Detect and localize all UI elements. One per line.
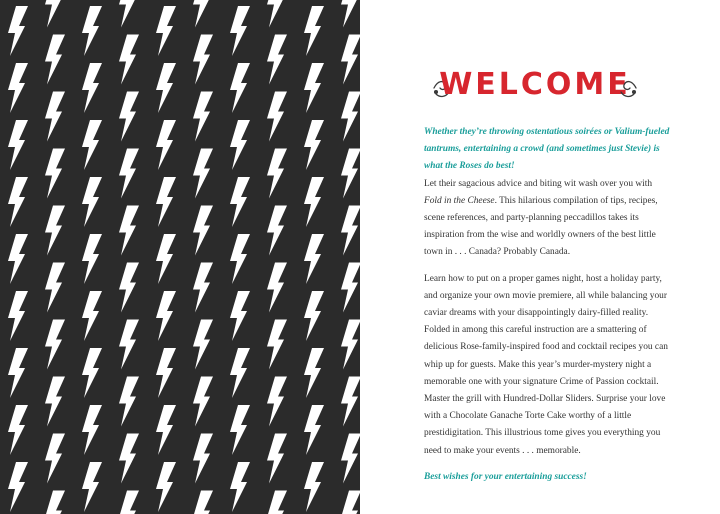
welcome-heading [430, 58, 640, 106]
lightning-bolt-icon [193, 491, 213, 514]
lightning-bolt-icon [341, 206, 360, 256]
lightning-bolt-icon [341, 149, 360, 199]
lightning-bolt-icon [341, 377, 360, 427]
lightning-bolt-icon [156, 462, 176, 512]
intro-text-start: Let their sagacious advice and biting wit wash over you with [424, 178, 653, 189]
lightning-bolt-icon [82, 177, 102, 227]
lightning-bolt-icon [193, 434, 213, 484]
lightning-bolt-icon [341, 35, 360, 85]
lightning-bolt-icon [8, 177, 28, 227]
lightning-bolt-icon [8, 348, 28, 398]
lightning-bolt-icon [267, 206, 287, 256]
lightning-bolt-icon [45, 92, 65, 142]
lightning-bolt-icon [82, 234, 102, 284]
lightning-bolt-icon [230, 234, 250, 284]
lightning-bolt-icon [304, 63, 324, 113]
lightning-bolt-icon [45, 491, 65, 514]
lightning-bolt-icon [341, 92, 360, 142]
lightning-bolt-icon [8, 234, 28, 284]
lightning-bolt-icon [8, 6, 28, 56]
lightning-bolt-icon [82, 405, 102, 455]
lightning-bolt-icon [8, 63, 28, 113]
lightning-bolt-icon [193, 263, 213, 313]
lightning-bolt-icon [82, 462, 102, 512]
welcome-page [360, 0, 720, 514]
lightning-bolt-icon [45, 263, 65, 313]
closing-line: Best wishes for your entertaining success! [424, 471, 587, 482]
lightning-bolt-icon [119, 434, 139, 484]
lead-paragraph: Whether they’re throwing ostentatious soirées or Valium-fueled tantrums, entertaining a crowd (and sometimes just Stevie) is what the Roses do best! [424, 127, 670, 172]
lightning-bolt-icon [267, 92, 287, 142]
lightning-bolt-icon [156, 120, 176, 170]
lightning-bolt-icon [193, 92, 213, 142]
intro-text-end: . This hilarious compilation of tips, recipes, scene references, and party-planning peccadillos takes its inspiration from the wise and worldly owners of the best little town in . . . Canada? Probably Canada. [424, 195, 658, 258]
lightning-bolt-icon [156, 348, 176, 398]
lightning-bolt-icon [341, 263, 360, 313]
lightning-bolt-icon [119, 0, 139, 28]
lightning-bolt-icon [230, 63, 250, 113]
lightning-bolt-icon [193, 206, 213, 256]
lightning-bolt-icon [193, 0, 213, 28]
lightning-bolt-icon [193, 149, 213, 199]
lightning-bolt-icon [8, 291, 28, 341]
lightning-bolt-icon [304, 462, 324, 512]
lightning-bolt-icon [230, 6, 250, 56]
lightning-bolt-icon [304, 120, 324, 170]
lightning-bolt-icon [267, 320, 287, 370]
lightning-bolt-icon [8, 120, 28, 170]
lightning-bolt-icon [267, 434, 287, 484]
lightning-bolt-icon [267, 35, 287, 85]
intro-paragraph [424, 176, 672, 262]
lightning-bolt-icon [230, 405, 250, 455]
lightning-bolt-icon [82, 291, 102, 341]
lightning-bolt-icon [267, 377, 287, 427]
lightning-bolt-icon [119, 320, 139, 370]
lightning-bolt-icon [230, 462, 250, 512]
lightning-bolt-icon [119, 92, 139, 142]
lightning-bolt-icon [193, 35, 213, 85]
lightning-bolt-icon [267, 149, 287, 199]
lightning-bolt-icon [8, 462, 28, 512]
lightning-bolt-icon [45, 149, 65, 199]
lightning-bolt-icon [45, 377, 65, 427]
lightning-bolt-icon [304, 234, 324, 284]
lightning-bolt-icon [45, 35, 65, 85]
lightning-bolt-icon [267, 0, 287, 28]
lightning-bolt-icon [341, 491, 360, 514]
lightning-bolt-icon [119, 263, 139, 313]
lightning-bolt-icon [82, 63, 102, 113]
lightning-bolt-icon [156, 405, 176, 455]
lightning-bolt-icon [230, 291, 250, 341]
lightning-bolt-icon [82, 120, 102, 170]
lightning-bolt-icon [45, 320, 65, 370]
lightning-bolt-icon [304, 348, 324, 398]
lightning-bolt-icon [193, 377, 213, 427]
lightning-bolt-icon [119, 491, 139, 514]
lightning-bolt-icon [119, 206, 139, 256]
details-paragraph: Learn how to put on a proper games night, host a holiday party, and organize your own movie premiere, all while balancing your caviar dreams with your disappointingly dairy-filled reality. Folded in among this careful instruction are a smattering of delicious Rose-family-inspired food and cocktail recipes you can whip up for guests. Make this year’s murder-mystery night a memorable one with your signature Crime of Passion cocktail. Master the grill with Hundred-Dollar Sliders. Surprise your love with a Chocolate Ganache Torte Cake worthy of a little prestidigitation. This illustrious tome gives you everything you need to make your events . . . memorable. [424, 273, 668, 456]
lightning-bolt-icon [193, 320, 213, 370]
lightning-bolt-icon [341, 434, 360, 484]
lightning-bolt-icon [119, 35, 139, 85]
book-title: Fold in the Cheese [424, 195, 495, 206]
lightning-bolt-icon [230, 348, 250, 398]
lightning-bolt-icon [156, 6, 176, 56]
welcome-body [424, 124, 672, 486]
lightning-bolt-icon [156, 63, 176, 113]
lightning-bolt-icon [304, 177, 324, 227]
lightning-bolt-icon [82, 6, 102, 56]
lightning-bolt-icon [304, 405, 324, 455]
lightning-bolt-icon [45, 0, 65, 28]
lightning-bolt-icon [267, 263, 287, 313]
lightning-bolt-icon [304, 6, 324, 56]
lightning-bolt-icon [8, 405, 28, 455]
lightning-bolt-icon [119, 377, 139, 427]
lightning-bolt-icon [82, 348, 102, 398]
lightning-bolt-icon [341, 0, 360, 28]
lightning-bolt-icon [230, 120, 250, 170]
lightning-bolt-icon [45, 434, 65, 484]
lightning-bolt-icon [230, 177, 250, 227]
lightning-bolt-icon [341, 320, 360, 370]
lightning-bolt-icon [45, 206, 65, 256]
lightning-bolt-icon [304, 291, 324, 341]
lightning-bolt-icon [267, 491, 287, 514]
lightning-bolt-icon [156, 234, 176, 284]
lightning-bolt-icon [156, 291, 176, 341]
lightning-bolt-icon [119, 149, 139, 199]
page-title: WELCOME [439, 67, 631, 102]
lightning-bolt-icon [156, 177, 176, 227]
